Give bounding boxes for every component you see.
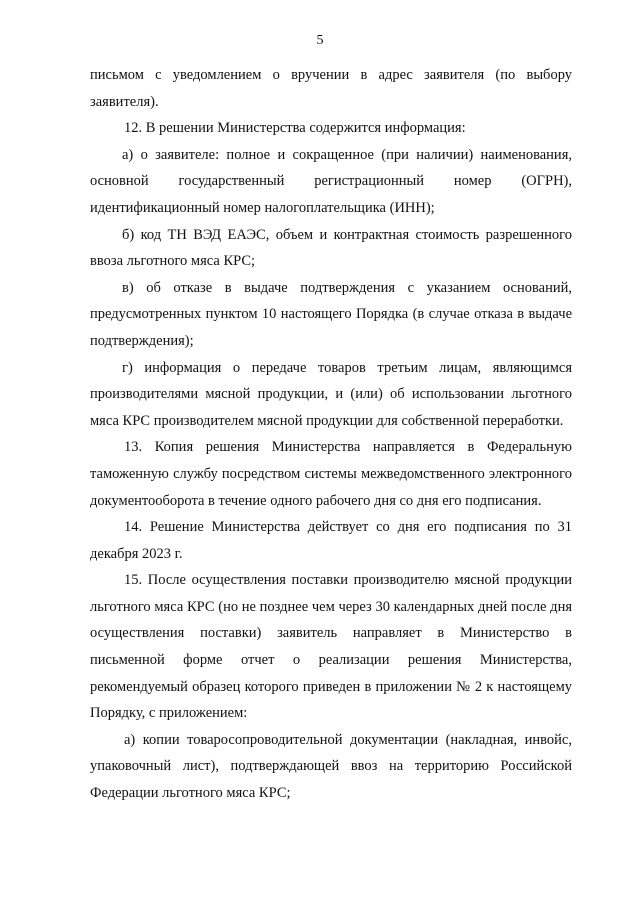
paragraph-14: 14. Решение Министерства действует со дня его подписания по 31 декабря 2023 г. — [90, 519, 572, 562]
paragraph-13: 13. Копия решения Министерства направляется в Федеральную таможенную службу посредством системы межведомственного электронного документооборота в течение одного рабочего дня со дня его подписания. — [90, 439, 572, 509]
paragraph-12-a: а) о заявителе: полное и сокращенное (при наличии) наименования, основной государственный регистрационный номер (ОГРН), идентификационный номер налогоплательщика (ИНН); — [90, 146, 572, 216]
paragraph-15: 15. После осуществления поставки производителю мясной продукции льготного мяса КРС (но не позднее чем через 30 календарных дней после дня осуществления поставки) заявитель направляет в Министерство в письменной форме отчет о реализации решения Министерства, рекомендуемый образец которого приведен в приложении № 2 к настоящему Порядку, с приложением: — [90, 572, 572, 722]
paragraph-12-b: б) код ТН ВЭД ЕАЭС, объем и контрактная стоимость разрешенного ввоза льготного мяса КРС; — [90, 226, 572, 270]
paragraph-continuation: письмом с уведомлением о вручении в адрес заявителя (по выбору заявителя). — [90, 67, 572, 110]
paragraph-12-v: в) об отказе в выдаче подтверждения с указанием оснований, предусмотренных пунктом 10 настоящего Порядка (в случае отказа в выдаче подтверждения); — [90, 279, 572, 349]
paragraph-12: 12. В решении Министерства содержится информация: — [124, 120, 466, 137]
paragraph-15-a: а) копии товаросопроводительной документации (накладная, инвойс, упаковочный лист), подтверждающей ввоз на территорию Российской Федерации льготного мяса КРС; — [90, 731, 572, 802]
page-number: 5 — [316, 33, 324, 48]
paragraph-12-g: г) информация о передаче товаров третьим лицам, являющимся производителями мясной продукции, и (или) об использовании льготного мяса КРС производителем мясной продукции для собственной переработки. — [90, 359, 572, 429]
document-body — [90, 62, 572, 807]
